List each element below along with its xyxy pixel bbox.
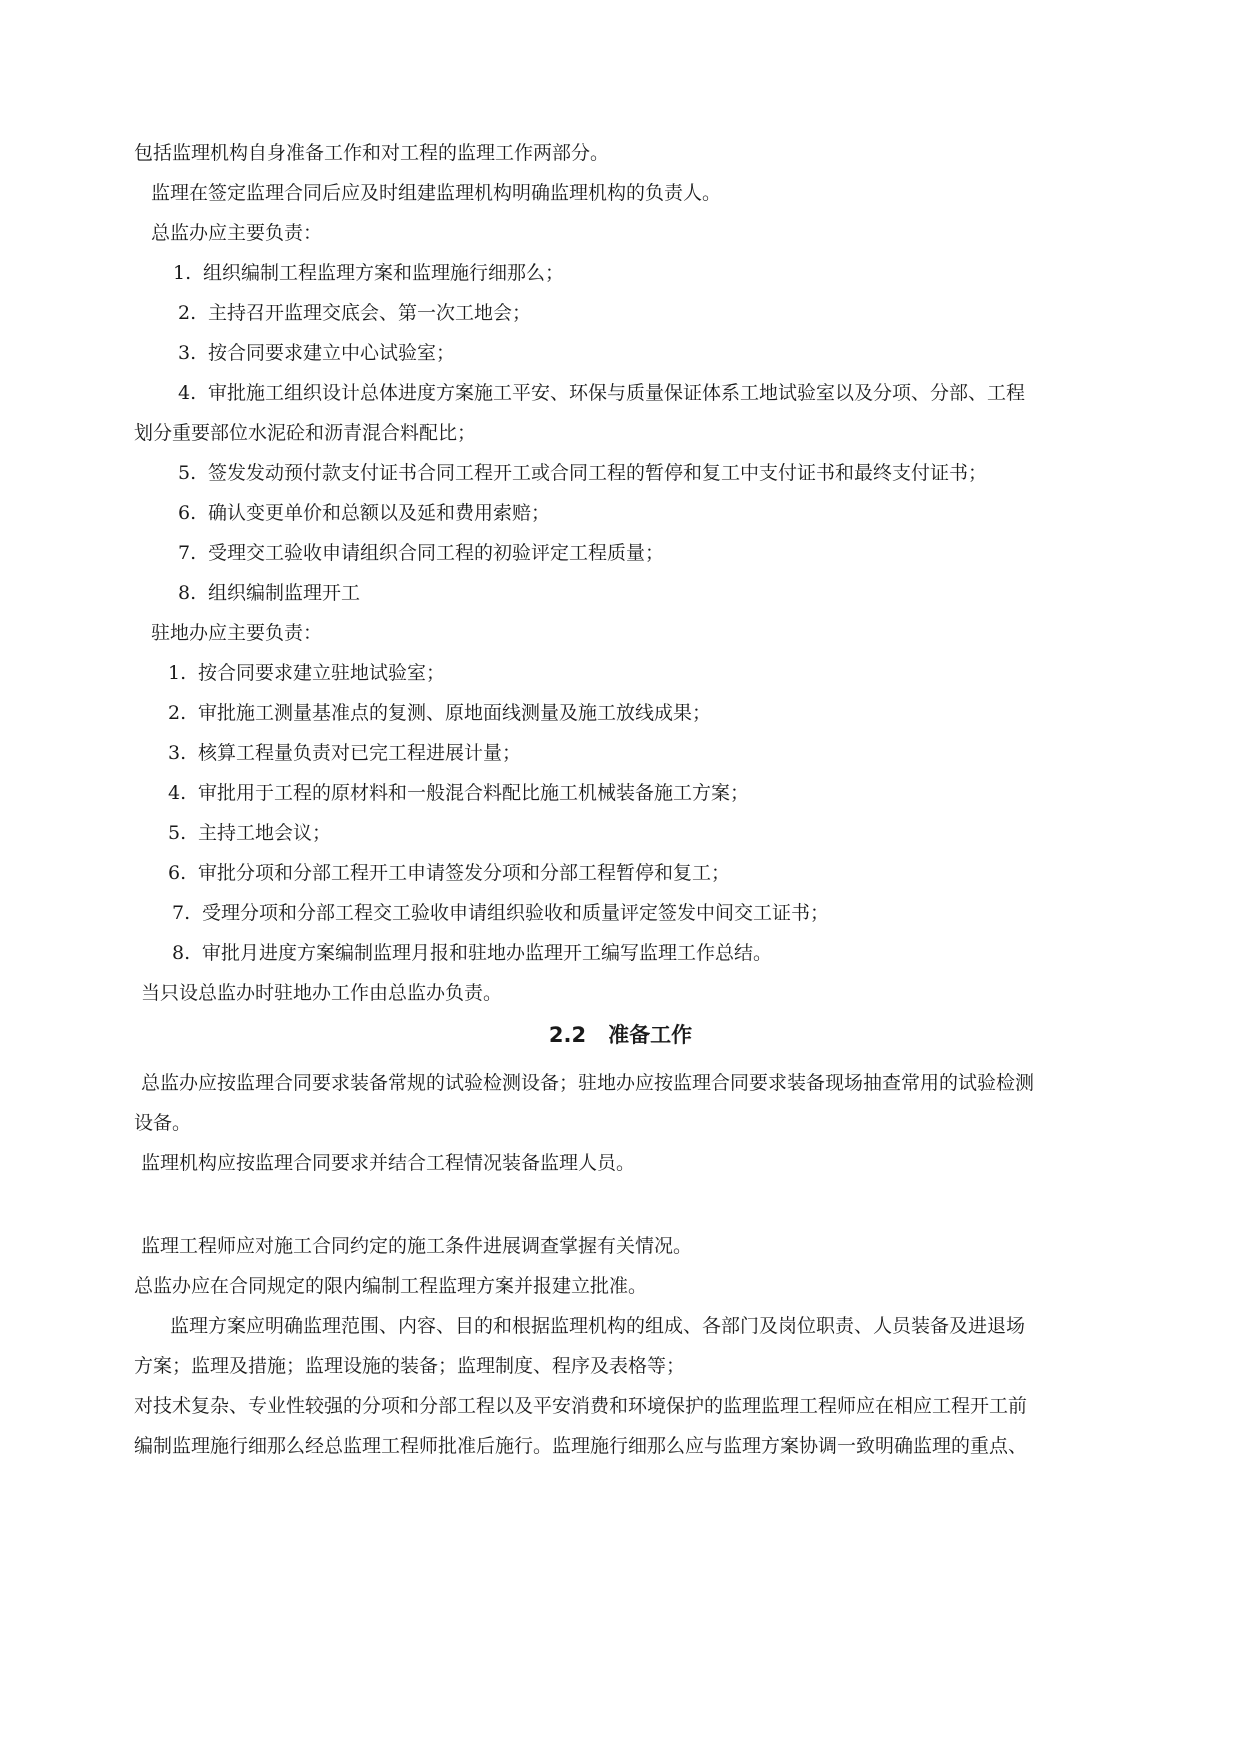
list-text: 审批施工组织设计总体进度方案施工平安、环保与质量保证体系工地试验室以及分项、分部、工程 <box>208 382 1026 404</box>
list-text: 受理交工验收申请组织合同工程的初验评定工程质量； <box>208 542 665 564</box>
paragraph-survey: 监理工程师应对施工合同约定的施工条件进展调查掌握有关情况。 <box>141 1235 693 1257</box>
list-item <box>178 541 664 565</box>
paragraph-rules-continued: 编制监理施行细那么经总监理工程师批准后施行。监理施行细那么应与监理方案协调一致明确监理的重点、 <box>134 1435 1028 1457</box>
list-number: 7. <box>178 542 197 564</box>
list-number: 2. <box>168 702 187 724</box>
list-text: 按合同要求建立驻地试验室； <box>198 662 446 684</box>
list-item <box>168 821 331 845</box>
section-number: 2.2 <box>548 1023 587 1047</box>
paragraph-plan-content-continued: 方案；监理及措施；监理设施的装备；监理制度、程序及表格等； <box>134 1355 686 1377</box>
paragraph-intro: 包括监理机构自身准备工作和对工程的监理工作两部分。 <box>134 142 610 164</box>
list-item <box>168 781 749 805</box>
list-item <box>178 341 455 365</box>
list-item <box>178 501 550 525</box>
list-text: 签发发动预付款支付证书合同工程开工或合同工程的暂停和复工中支付证书和最终支付证书； <box>208 462 988 484</box>
paragraph-establish: 监理在签定监理合同后应及时组建监理机构明确监理机构的负责人。 <box>151 182 722 204</box>
list-text: 按合同要求建立中心试验室； <box>208 342 456 364</box>
chief-office-heading: 总监办应主要负责： <box>151 222 323 244</box>
paragraph-equipment-continued: 设备。 <box>134 1112 192 1134</box>
list-text: 主持召开监理交底会、第一次工地会； <box>208 302 532 324</box>
list-text: 审批分项和分部工程开工申请签发分项和分部工程暂停和复工； <box>198 862 731 884</box>
list-item <box>173 261 564 285</box>
list-item <box>178 301 531 325</box>
list-item <box>168 661 445 685</box>
paragraph-note: 当只设总监办时驻地办工作由总监办负责。 <box>141 982 503 1004</box>
list-number: 1. <box>168 662 187 684</box>
list-number: 1. <box>173 262 192 284</box>
list-item <box>168 741 521 765</box>
list-item <box>178 581 360 605</box>
list-text: 受理分项和分部工程交工验收申请组织验收和质量评定签发中间交工证书； <box>202 902 830 924</box>
list-number: 7. <box>172 902 191 924</box>
list-text: 审批用于工程的原材料和一般混合料配比施工机械装备施工方案； <box>198 782 750 804</box>
paragraph-rules: 对技术复杂、专业性较强的分项和分部工程以及平安消费和环境保护的监理监理工程师应在相应工程开工前 <box>134 1395 1028 1417</box>
list-text: 审批施工测量基准点的复测、原地面线测量及施工放线成果； <box>198 702 712 724</box>
paragraph-plan: 总监办应在合同规定的限内编制工程监理方案并报建立批准。 <box>134 1275 648 1297</box>
list-number: 3. <box>178 342 197 364</box>
list-number: 6. <box>178 502 197 524</box>
list-item <box>168 701 711 725</box>
list-text: 确认变更单价和总额以及延和费用索赔； <box>208 502 551 524</box>
paragraph-staffing: 监理机构应按监理合同要求并结合工程情况装备监理人员。 <box>141 1152 636 1174</box>
list-number: 5. <box>168 822 187 844</box>
list-item-continuation: 划分重要部位水泥砼和沥青混合料配比； <box>134 422 477 444</box>
list-item <box>172 941 772 965</box>
site-office-heading: 驻地办应主要负责： <box>151 622 323 644</box>
list-item <box>168 861 730 885</box>
list-number: 8. <box>178 582 197 604</box>
list-item <box>172 901 829 925</box>
list-number: 8. <box>172 942 191 964</box>
section-heading <box>0 1022 1241 1048</box>
section-title: 准备工作 <box>608 1023 693 1047</box>
list-text: 核算工程量负责对已完工程进展计量； <box>198 742 522 764</box>
list-text: 审批月进度方案编制监理月报和驻地办监理开工编写监理工作总结。 <box>202 942 773 964</box>
list-text: 组织编制监理开工 <box>208 582 361 604</box>
list-number: 3. <box>168 742 187 764</box>
paragraph-plan-content: 监理方案应明确监理范围、内容、目的和根据监理机构的组成、各部门及岗位职责、人员装备及进退场 <box>170 1315 1026 1337</box>
list-text: 主持工地会议； <box>198 822 332 844</box>
list-number: 2. <box>178 302 197 324</box>
list-number: 6. <box>168 862 187 884</box>
paragraph-equipment: 总监办应按监理合同要求装备常规的试验检测设备；驻地办应按监理合同要求装备现场抽查常用的试验检测 <box>141 1072 1035 1094</box>
list-item <box>178 381 1025 405</box>
list-item <box>178 461 987 485</box>
list-text: 组织编制工程监理方案和监理施行细那么； <box>203 262 565 284</box>
list-number: 5. <box>178 462 197 484</box>
list-number: 4. <box>168 782 187 804</box>
list-number: 4. <box>178 382 197 404</box>
